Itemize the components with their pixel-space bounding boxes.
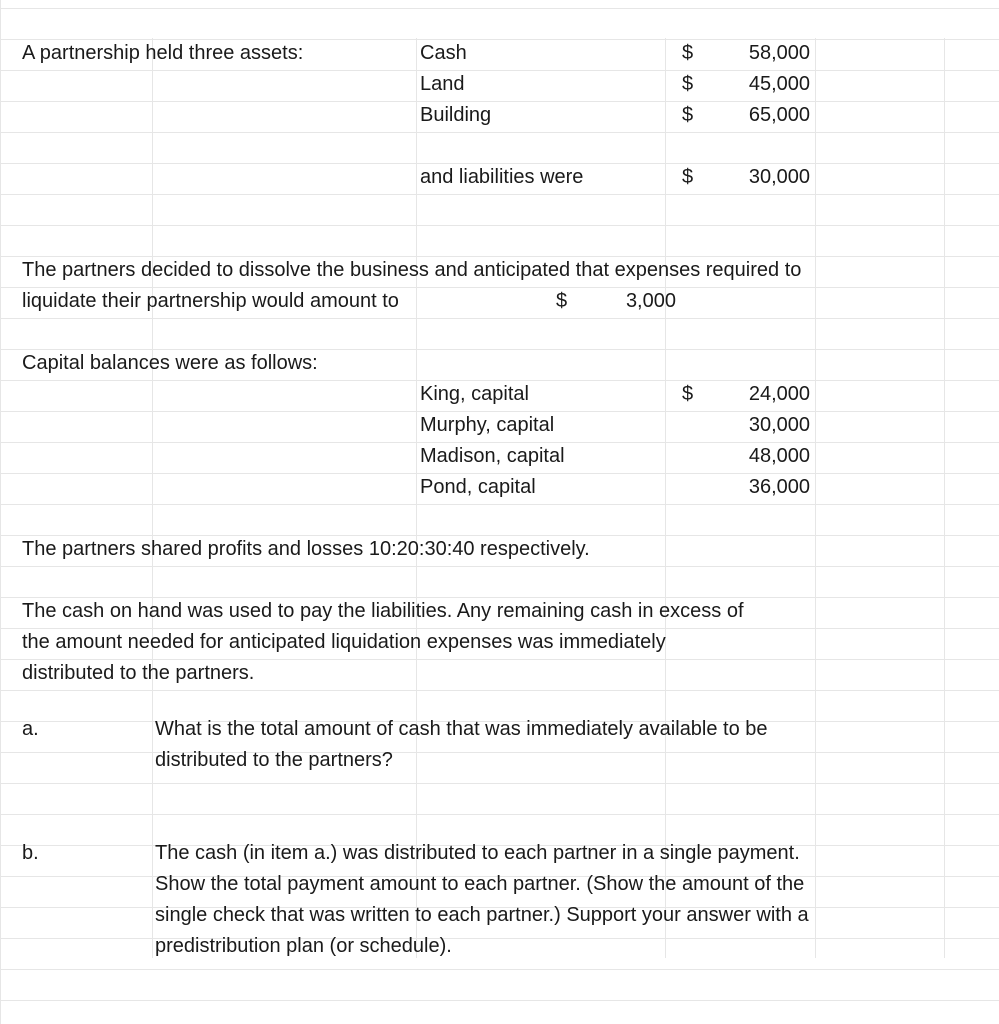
- profit-loss-ratio-text: The partners shared profits and losses 10:20:30:40 respectively.: [22, 538, 590, 560]
- question-b-line-4: predistribution plan (or schedule).: [155, 935, 452, 957]
- asset-currency: $: [682, 73, 694, 95]
- expense-currency: $: [556, 290, 568, 312]
- asset-amount-cash: 58,000: [748, 42, 810, 64]
- question-a-label: a.: [22, 718, 39, 740]
- asset-name-building: Building: [420, 104, 492, 126]
- cash-paragraph-line-1: The cash on hand was used to pay the liabilities. Any remaining cash in excess of: [22, 600, 744, 622]
- dissolve-line-1: The partners decided to dissolve the business and anticipated that expenses required to: [22, 259, 802, 281]
- question-b-line-1: The cash (in item a.) was distributed to each partner in a single payment.: [155, 842, 800, 864]
- asset-currency: $: [682, 104, 694, 126]
- question-a-line-1: What is the total amount of cash that was immediately available to be: [155, 718, 768, 740]
- partner-amount-murphy: 30,000: [748, 414, 810, 436]
- capital-label: Capital balances were as follows:: [22, 352, 318, 374]
- assets-intro-label: A partnership held three assets:: [22, 42, 304, 64]
- column-divider: [815, 38, 816, 958]
- cash-paragraph-line-3: distributed to the partners.: [22, 662, 255, 684]
- partner-amount-king: 24,000: [748, 383, 810, 405]
- partner-name-king: King, capital: [420, 383, 529, 405]
- column-divider: [665, 38, 666, 958]
- column-divider: [416, 38, 417, 958]
- partner-name-murphy: Murphy, capital: [420, 414, 555, 436]
- asset-amount-land: 45,000: [748, 73, 810, 95]
- capital-currency: $: [682, 383, 694, 405]
- partner-name-pond: Pond, capital: [420, 476, 536, 498]
- liabilities-amount: 30,000: [748, 166, 810, 188]
- column-divider: [152, 38, 153, 958]
- asset-name-land: Land: [420, 73, 465, 95]
- partner-amount-madison: 48,000: [748, 445, 810, 467]
- expense-amount: 3,000: [625, 290, 676, 312]
- question-a-line-2: distributed to the partners?: [155, 749, 393, 771]
- asset-currency: $: [682, 42, 694, 64]
- question-b-label: b.: [22, 842, 39, 864]
- partner-name-madison: Madison, capital: [420, 445, 565, 467]
- liabilities-currency: $: [682, 166, 694, 188]
- question-b-line-2: Show the total payment amount to each partner. (Show the amount of the: [155, 873, 805, 895]
- asset-name-cash: Cash: [420, 42, 467, 64]
- dissolve-line-2: liquidate their partnership would amount to: [22, 290, 399, 312]
- partner-amount-pond: 36,000: [748, 476, 810, 498]
- cash-paragraph-line-2: the amount needed for anticipated liquidation expenses was immediately: [22, 631, 666, 653]
- question-b-line-3: single check that was written to each partner.) Support your answer with a: [155, 904, 809, 926]
- asset-amount-building: 65,000: [748, 104, 810, 126]
- column-divider: [944, 38, 945, 958]
- liabilities-label: and liabilities were: [420, 166, 584, 188]
